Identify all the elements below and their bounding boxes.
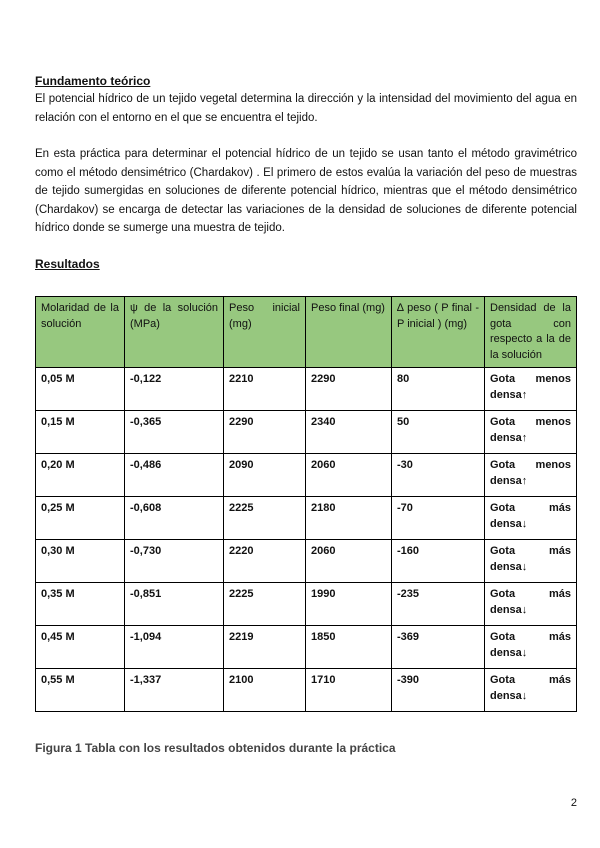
cell-peso-inicial: 2290 bbox=[224, 411, 306, 454]
paragraph-intro: El potencial hídrico de un tejido vegetal determina la dirección y la intensidad del movimiento del agua en relación con el entorno en el que se encuentra el tejido. bbox=[35, 93, 577, 124]
results-table bbox=[35, 296, 577, 712]
cell-peso-inicial: 2225 bbox=[224, 583, 306, 626]
cell-molaridad: 0,15 M bbox=[36, 411, 125, 454]
cell-molaridad: 0,30 M bbox=[36, 540, 125, 583]
header-cell-peso-inicial: Peso inicial (mg) bbox=[224, 297, 306, 368]
header-cell-molaridad: Molaridad de la solución bbox=[36, 297, 125, 368]
cell-peso-inicial: 2090 bbox=[224, 454, 306, 497]
cell-densidad: Gota más densa↓ bbox=[485, 540, 577, 583]
cell-delta-peso: -160 bbox=[392, 540, 485, 583]
table-row bbox=[36, 583, 577, 626]
heading-resultados: Resultados bbox=[35, 256, 100, 271]
table-header bbox=[36, 297, 577, 368]
cell-molaridad: 0,25 M bbox=[36, 497, 125, 540]
cell-densidad: Gota más densa↓ bbox=[485, 497, 577, 540]
page-number: 2 bbox=[570, 797, 577, 809]
cell-delta-peso: -30 bbox=[392, 454, 485, 497]
table-body bbox=[36, 368, 577, 712]
cell-peso-final: 2340 bbox=[306, 411, 392, 454]
cell-peso-inicial: 2225 bbox=[224, 497, 306, 540]
heading-fundamento: Fundamento teórico bbox=[35, 74, 151, 88]
cell-densidad: Gota más densa↓ bbox=[485, 583, 577, 626]
spacer bbox=[35, 127, 577, 145]
cell-psi: -0,365 bbox=[125, 411, 224, 454]
cell-densidad: Gota más densa↓ bbox=[485, 626, 577, 669]
cell-delta-peso: -369 bbox=[392, 626, 485, 669]
cell-peso-final: 2180 bbox=[306, 497, 392, 540]
cell-psi: -1,337 bbox=[125, 669, 224, 712]
cell-molaridad: 0,35 M bbox=[36, 583, 125, 626]
cell-peso-final: 1850 bbox=[306, 626, 392, 669]
cell-delta-peso: -235 bbox=[392, 583, 485, 626]
cell-delta-peso: 80 bbox=[392, 368, 485, 411]
table-row bbox=[36, 626, 577, 669]
table-row bbox=[36, 411, 577, 454]
cell-densidad: Gota menos densa↑ bbox=[485, 454, 577, 497]
cell-psi: -0,486 bbox=[125, 454, 224, 497]
cell-peso-final: 2060 bbox=[306, 540, 392, 583]
cell-densidad: Gota más densa↓ bbox=[485, 669, 577, 712]
cell-psi: -0,122 bbox=[125, 368, 224, 411]
cell-peso-inicial: 2100 bbox=[224, 669, 306, 712]
document-body bbox=[35, 73, 577, 273]
cell-peso-final: 2060 bbox=[306, 454, 392, 497]
cell-peso-inicial: 2219 bbox=[224, 626, 306, 669]
header-cell-densidad: Densidad de la gota con respecto a la de la solución bbox=[485, 297, 577, 368]
table-row bbox=[36, 497, 577, 540]
header-cell-psi: ψ de la solución (MPa) bbox=[125, 297, 224, 368]
cell-delta-peso: -390 bbox=[392, 669, 485, 712]
table-row bbox=[36, 669, 577, 712]
cell-peso-final: 2290 bbox=[306, 368, 392, 411]
cell-molaridad: 0,05 M bbox=[36, 368, 125, 411]
table-row bbox=[36, 368, 577, 411]
cell-psi: -1,094 bbox=[125, 626, 224, 669]
header-cell-delta-peso: ∆ peso ( P final -P inicial ) (mg) bbox=[392, 297, 485, 368]
cell-molaridad: 0,55 M bbox=[36, 669, 125, 712]
cell-peso-final: 1990 bbox=[306, 583, 392, 626]
cell-peso-inicial: 2220 bbox=[224, 540, 306, 583]
cell-peso-inicial: 2210 bbox=[224, 368, 306, 411]
cell-psi: -0,608 bbox=[125, 497, 224, 540]
table-row bbox=[36, 540, 577, 583]
cell-densidad: Gota menos densa↑ bbox=[485, 368, 577, 411]
spacer bbox=[35, 238, 577, 256]
cell-molaridad: 0,45 M bbox=[36, 626, 125, 669]
header-cell-peso-final: Peso final (mg) bbox=[306, 297, 392, 368]
cell-peso-final: 1710 bbox=[306, 669, 392, 712]
header-row bbox=[36, 297, 577, 368]
cell-psi: -0,851 bbox=[125, 583, 224, 626]
paragraph-methods: En esta práctica para determinar el potencial hídrico de un tejido se usan tanto el método gravimétrico como el método densimétrico (Chardakov) . El primero de estos evalúa la variación del peso de muestras de tejido sumergidas en soluciones de diferente potencial hídrico, mientras que el método densimétrico (Chardakov) se encarga de detectar las variaciones de la densidad de soluciones de diferente potencial hídrico donde se sumerge una muestra de tejido. bbox=[35, 148, 577, 234]
cell-delta-peso: 50 bbox=[392, 411, 485, 454]
cell-densidad: Gota menos densa↑ bbox=[485, 411, 577, 454]
cell-psi: -0,730 bbox=[125, 540, 224, 583]
figure-caption: Figura 1 Tabla con los resultados obtenidos durante la práctica bbox=[35, 741, 396, 755]
cell-molaridad: 0,20 M bbox=[36, 454, 125, 497]
table-row bbox=[36, 454, 577, 497]
cell-delta-peso: -70 bbox=[392, 497, 485, 540]
